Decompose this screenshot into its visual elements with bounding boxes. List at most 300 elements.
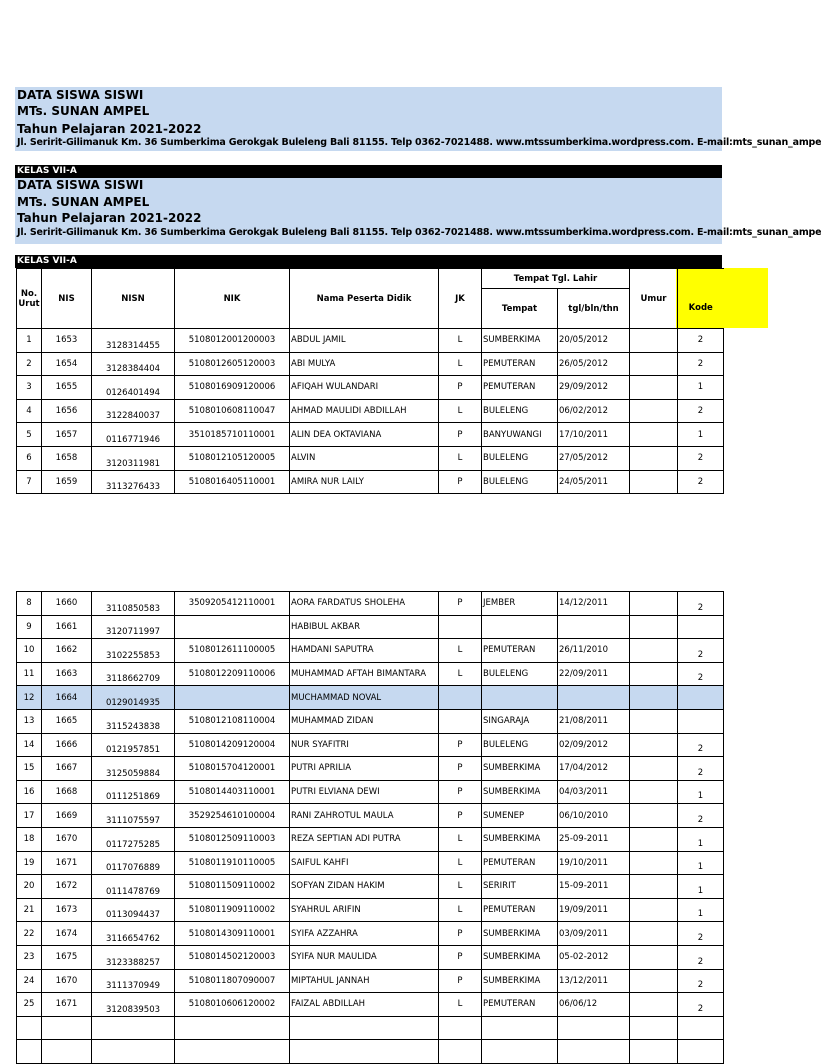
- cell-tempat: SINGARAJA: [482, 709, 558, 733]
- cell-nik: 5108014403110001: [175, 780, 290, 804]
- cell-nis: 1657: [42, 423, 92, 447]
- cell-nisn: 3110850583: [92, 592, 175, 616]
- cell-umur: [630, 804, 678, 828]
- cell-tempat: [482, 615, 558, 639]
- cell-nis: 1667: [42, 757, 92, 781]
- cell-umur: [630, 709, 678, 733]
- cell-no: 10: [17, 639, 42, 663]
- cell-nik: 5108010606120002: [175, 993, 290, 1017]
- cell-nama: PUTRI APRILIA: [290, 757, 439, 781]
- cell-nis: 1659: [42, 470, 92, 494]
- cell-nis: 1670: [42, 969, 92, 993]
- cell-tempat: SUMENEP: [482, 804, 558, 828]
- cell-no: 11: [17, 662, 42, 686]
- cell-tempat: SUMBERKIMA: [482, 922, 558, 946]
- col-kode: Kode: [678, 269, 724, 329]
- cell-nisn: 3120839503: [92, 993, 175, 1017]
- cell-nisn: 3128314455: [92, 329, 175, 353]
- cell-kode: 2: [678, 592, 724, 616]
- table-row: [17, 804, 724, 828]
- cell-kode: 2: [678, 446, 724, 470]
- cell-umur: [630, 376, 678, 400]
- cell-jk: P: [439, 780, 482, 804]
- cell-jk: P: [439, 592, 482, 616]
- cell-kode: [678, 1040, 724, 1064]
- cell-tgl: [558, 686, 630, 710]
- cell-nama: FAIZAL ABDILLAH: [290, 993, 439, 1017]
- cell-tempat: BULELENG: [482, 470, 558, 494]
- cell-kode: 2: [678, 757, 724, 781]
- cell-no: 23: [17, 945, 42, 969]
- cell-nis: 1656: [42, 399, 92, 423]
- col-nis: NIS: [42, 269, 92, 329]
- cell-nis: 1670: [42, 827, 92, 851]
- cell-tgl: 19/09/2011: [558, 898, 630, 922]
- cell-nik: 5108012605120003: [175, 352, 290, 376]
- cell-tempat: PEMUTERAN: [482, 376, 558, 400]
- cell-no: 15: [17, 757, 42, 781]
- cell-no: 12: [17, 686, 42, 710]
- cell-nik: 5108012105120005: [175, 446, 290, 470]
- cell-tgl: 05-02-2012: [558, 945, 630, 969]
- cell-nis: 1669: [42, 804, 92, 828]
- table-row: [17, 733, 724, 757]
- cell-nis: 1672: [42, 875, 92, 899]
- cell-jk: L: [439, 639, 482, 663]
- cell-tempat: SUMBERKIMA: [482, 945, 558, 969]
- cell-nik: 5108014209120004: [175, 733, 290, 757]
- cell-no: 20: [17, 875, 42, 899]
- col-tgl: tgl/bln/thn: [558, 289, 630, 329]
- cell-kode: 2: [678, 733, 724, 757]
- cell-umur: [630, 639, 678, 663]
- cell-tempat: SUMBERKIMA: [482, 780, 558, 804]
- col-nik: NIK: [175, 269, 290, 329]
- cell-tgl: 19/10/2011: [558, 851, 630, 875]
- cell-tgl: [558, 1016, 630, 1040]
- cell-nik: 5108012509110003: [175, 827, 290, 851]
- table-row: [17, 993, 724, 1017]
- cell-kode: 1: [678, 875, 724, 899]
- cell-nama: SOFYAN ZIDAN HAKIM: [290, 875, 439, 899]
- cell-nik: [175, 686, 290, 710]
- cell-tempat: PEMUTERAN: [482, 639, 558, 663]
- school-name: MTs. SUNAN AMPEL: [17, 104, 150, 118]
- cell-nama: SYIFA NUR MAULIDA: [290, 945, 439, 969]
- cell-jk: L: [439, 875, 482, 899]
- cell-nama: MUCHAMMAD NOVAL: [290, 686, 439, 710]
- col-jk: JK: [439, 269, 482, 329]
- cell-nisn: 0117275285: [92, 827, 175, 851]
- cell-kode: 2: [678, 352, 724, 376]
- table-row: [17, 1016, 724, 1040]
- table-row: [17, 757, 724, 781]
- cell-tgl: 17/10/2011: [558, 423, 630, 447]
- student-table-top: [16, 268, 724, 494]
- cell-no: 8: [17, 592, 42, 616]
- cell-tgl: 26/11/2010: [558, 639, 630, 663]
- cell-kode: 1: [678, 780, 724, 804]
- cell-jk: L: [439, 399, 482, 423]
- student-table-bottom: [16, 591, 724, 1064]
- cell-umur: [630, 662, 678, 686]
- cell-jk: [439, 709, 482, 733]
- cell-nisn: 0111478769: [92, 875, 175, 899]
- cell-nisn: 0111251869: [92, 780, 175, 804]
- cell-nama: AFIQAH WULANDARI: [290, 376, 439, 400]
- cell-umur: [630, 1016, 678, 1040]
- cell-nama: AMIRA NUR LAILY: [290, 470, 439, 494]
- cell-nik: 5108012611100005: [175, 639, 290, 663]
- table-row: [17, 875, 724, 899]
- cell-jk: L: [439, 993, 482, 1017]
- cell-nama: SAIFUL KAHFI: [290, 851, 439, 875]
- cell-nisn: 0121957851: [92, 733, 175, 757]
- cell-jk: L: [439, 352, 482, 376]
- cell-tempat: BULELENG: [482, 662, 558, 686]
- table-row: [17, 662, 724, 686]
- cell-nis: 1671: [42, 993, 92, 1017]
- cell-kode: [678, 1016, 724, 1040]
- school-address: Jl. Seririt-Gilimanuk Km. 36 Sumberkima Gerokgak Buleleng Bali 81155. Telp 0362-7021488. www.mtssumberkima.wordpress.com. E-mail:mts_sunan_ampe: [17, 137, 821, 148]
- cell-no: 13: [17, 709, 42, 733]
- cell-no: 17: [17, 804, 42, 828]
- table-row: [17, 352, 724, 376]
- cell-kode: 2: [678, 922, 724, 946]
- cell-nik: 5108011807090007: [175, 969, 290, 993]
- class-label-bar: KELAS VII-A: [15, 165, 722, 178]
- cell-no: 14: [17, 733, 42, 757]
- cell-nama: [290, 1016, 439, 1040]
- col-tempat: Tempat: [482, 289, 558, 329]
- cell-umur: [630, 875, 678, 899]
- table-row: [17, 922, 724, 946]
- cell-umur: [630, 780, 678, 804]
- cell-tgl: 15-09-2011: [558, 875, 630, 899]
- cell-tgl: 17/04/2012: [558, 757, 630, 781]
- cell-no: 22: [17, 922, 42, 946]
- cell-tempat: SERIRIT: [482, 875, 558, 899]
- cell-umur: [630, 423, 678, 447]
- cell-jk: L: [439, 446, 482, 470]
- cell-kode: [678, 686, 724, 710]
- cell-no: 16: [17, 780, 42, 804]
- cell-jk: [439, 686, 482, 710]
- cell-jk: [439, 1016, 482, 1040]
- table-row: [17, 399, 724, 423]
- cell-umur: [630, 329, 678, 353]
- cell-nis: 1661: [42, 615, 92, 639]
- cell-tgl: 02/09/2012: [558, 733, 630, 757]
- cell-tempat: JEMBER: [482, 592, 558, 616]
- cell-tgl: [558, 615, 630, 639]
- cell-nisn: [92, 1016, 175, 1040]
- col-umur: Umur: [630, 269, 678, 329]
- school-year: Tahun Pelajaran 2021-2022: [17, 211, 202, 225]
- cell-tgl: 06/10/2010: [558, 804, 630, 828]
- table-row: [17, 780, 724, 804]
- cell-jk: P: [439, 423, 482, 447]
- header-block-2: [15, 178, 821, 244]
- cell-nis: 1675: [42, 945, 92, 969]
- cell-jk: L: [439, 898, 482, 922]
- sheet-title: DATA SISWA SISWI: [17, 88, 144, 102]
- cell-no: [17, 1016, 42, 1040]
- cell-nisn: 3128384404: [92, 352, 175, 376]
- cell-nisn: 3125059884: [92, 757, 175, 781]
- cell-nama: AORA FARDATUS SHOLEHA: [290, 592, 439, 616]
- cell-no: 5: [17, 423, 42, 447]
- cell-tgl: 27/05/2012: [558, 446, 630, 470]
- cell-tgl: 14/12/2011: [558, 592, 630, 616]
- cell-tgl: 03/09/2011: [558, 922, 630, 946]
- school-year: Tahun Pelajaran 2021-2022: [17, 122, 202, 136]
- cell-nisn: 0129014935: [92, 686, 175, 710]
- cell-no: 19: [17, 851, 42, 875]
- cell-nisn: 3120311981: [92, 446, 175, 470]
- cell-nis: [42, 1040, 92, 1064]
- cell-jk: L: [439, 329, 482, 353]
- table-row: [17, 686, 724, 710]
- cell-kode: [678, 709, 724, 733]
- cell-jk: P: [439, 969, 482, 993]
- cell-tempat: SUMBERKIMA: [482, 827, 558, 851]
- cell-tgl: 06/02/2012: [558, 399, 630, 423]
- cell-nama: RANI ZAHROTUL MAULA: [290, 804, 439, 828]
- cell-nama: REZA SEPTIAN ADI PUTRA: [290, 827, 439, 851]
- cell-nis: 1668: [42, 780, 92, 804]
- table-row: [17, 945, 724, 969]
- class-label-bar: KELAS VII-A: [15, 255, 722, 268]
- cell-nis: 1658: [42, 446, 92, 470]
- table-row: [17, 423, 724, 447]
- cell-umur: [630, 592, 678, 616]
- table-row: [17, 1040, 724, 1064]
- cell-nis: 1674: [42, 922, 92, 946]
- cell-nik: 5108015704120001: [175, 757, 290, 781]
- table-row: [17, 446, 724, 470]
- cell-nisn: 3111370949: [92, 969, 175, 993]
- cell-tempat: BULELENG: [482, 733, 558, 757]
- cell-nisn: 3122840037: [92, 399, 175, 423]
- cell-kode: 1: [678, 376, 724, 400]
- cell-nik: 5108011909110002: [175, 898, 290, 922]
- cell-nama: ALIN DEA OKTAVIANA: [290, 423, 439, 447]
- cell-tempat: [482, 1016, 558, 1040]
- cell-umur: [630, 827, 678, 851]
- cell-nik: 3510185710110001: [175, 423, 290, 447]
- cell-jk: L: [439, 851, 482, 875]
- cell-nisn: [92, 1040, 175, 1064]
- cell-jk: P: [439, 945, 482, 969]
- cell-tgl: 21/08/2011: [558, 709, 630, 733]
- cell-jk: [439, 1040, 482, 1064]
- school-name: MTs. SUNAN AMPEL: [17, 195, 150, 209]
- cell-nis: 1673: [42, 898, 92, 922]
- cell-no: 1: [17, 329, 42, 353]
- cell-nama: ABI MULYA: [290, 352, 439, 376]
- cell-nis: [42, 1016, 92, 1040]
- cell-umur: [630, 352, 678, 376]
- cell-tgl: 26/05/2012: [558, 352, 630, 376]
- table-row: [17, 851, 724, 875]
- cell-no: 6: [17, 446, 42, 470]
- cell-nis: 1662: [42, 639, 92, 663]
- cell-tempat: [482, 686, 558, 710]
- cell-nik: 5108016909120006: [175, 376, 290, 400]
- cell-nis: 1660: [42, 592, 92, 616]
- cell-umur: [630, 733, 678, 757]
- cell-jk: L: [439, 827, 482, 851]
- cell-nik: 5108012209110006: [175, 662, 290, 686]
- table-row: [17, 329, 724, 353]
- cell-nis: 1664: [42, 686, 92, 710]
- cell-kode: 2: [678, 399, 724, 423]
- cell-nis: 1671: [42, 851, 92, 875]
- cell-kode: [678, 615, 724, 639]
- cell-kode: 2: [678, 969, 724, 993]
- cell-kode: 1: [678, 898, 724, 922]
- table-row: [17, 470, 724, 494]
- cell-no: 3: [17, 376, 42, 400]
- cell-tempat: PEMUTERAN: [482, 352, 558, 376]
- cell-tgl: 06/06/12: [558, 993, 630, 1017]
- cell-umur: [630, 945, 678, 969]
- cell-nik: 5108016405110001: [175, 470, 290, 494]
- cell-kode: 2: [678, 329, 724, 353]
- cell-nisn: 0116771946: [92, 423, 175, 447]
- cell-nisn: 3118662709: [92, 662, 175, 686]
- cell-kode: 2: [678, 662, 724, 686]
- cell-kode: 2: [678, 804, 724, 828]
- cell-nama: HAMDANI SAPUTRA: [290, 639, 439, 663]
- cell-nisn: 3123388257: [92, 945, 175, 969]
- cell-nik: 5108014502120003: [175, 945, 290, 969]
- cell-nisn: 3102255853: [92, 639, 175, 663]
- cell-nisn: 3120711997: [92, 615, 175, 639]
- cell-nisn: 3116654762: [92, 922, 175, 946]
- cell-nama: SYIFA AZZAHRA: [290, 922, 439, 946]
- table-row: [17, 639, 724, 663]
- cell-tempat: PEMUTERAN: [482, 898, 558, 922]
- cell-nik: 5108014309110001: [175, 922, 290, 946]
- cell-tempat: SUMBERKIMA: [482, 969, 558, 993]
- cell-nik: 3509205412110001: [175, 592, 290, 616]
- cell-tempat: BULELENG: [482, 446, 558, 470]
- cell-nis: 1654: [42, 352, 92, 376]
- cell-tempat: [482, 1040, 558, 1064]
- cell-umur: [630, 446, 678, 470]
- cell-tgl: 29/09/2012: [558, 376, 630, 400]
- cell-nik: [175, 1016, 290, 1040]
- cell-nama: MUHAMMAD AFTAH BIMANTARA: [290, 662, 439, 686]
- cell-tgl: 22/09/2011: [558, 662, 630, 686]
- cell-umur: [630, 969, 678, 993]
- table-row: [17, 376, 724, 400]
- cell-kode: 2: [678, 945, 724, 969]
- cell-nik: 5108012108110004: [175, 709, 290, 733]
- cell-umur: [630, 615, 678, 639]
- cell-umur: [630, 399, 678, 423]
- cell-nisn: 0117076889: [92, 851, 175, 875]
- cell-nisn: 3115243838: [92, 709, 175, 733]
- cell-nik: [175, 615, 290, 639]
- cell-nik: [175, 1040, 290, 1064]
- cell-umur: [630, 757, 678, 781]
- cell-tgl: 20/05/2012: [558, 329, 630, 353]
- cell-tempat: SUMBERKIMA: [482, 757, 558, 781]
- cell-umur: [630, 686, 678, 710]
- cell-nama: MUHAMMAD ZIDAN: [290, 709, 439, 733]
- table-row: [17, 898, 724, 922]
- table-row: [17, 709, 724, 733]
- cell-nisn: 3111075597: [92, 804, 175, 828]
- cell-umur: [630, 470, 678, 494]
- cell-nis: 1665: [42, 709, 92, 733]
- cell-nis: 1663: [42, 662, 92, 686]
- cell-jk: P: [439, 376, 482, 400]
- cell-kode: 1: [678, 827, 724, 851]
- cell-jk: L: [439, 662, 482, 686]
- cell-jk: P: [439, 470, 482, 494]
- cell-jk: P: [439, 922, 482, 946]
- cell-tgl: 04/03/2011: [558, 780, 630, 804]
- cell-nisn: 0126401494: [92, 376, 175, 400]
- cell-no: 4: [17, 399, 42, 423]
- cell-nik: 5108011910110005: [175, 851, 290, 875]
- cell-nisn: 3113276433: [92, 470, 175, 494]
- table-row: [17, 615, 724, 639]
- cell-nama: NUR SYAFITRI: [290, 733, 439, 757]
- cell-nama: HABIBUL AKBAR: [290, 615, 439, 639]
- cell-nama: [290, 1040, 439, 1064]
- cell-umur: [630, 922, 678, 946]
- cell-jk: P: [439, 757, 482, 781]
- cell-nis: 1666: [42, 733, 92, 757]
- col-nisn: NISN: [92, 269, 175, 329]
- header-block-1: [15, 87, 821, 151]
- cell-umur: [630, 1040, 678, 1064]
- cell-nama: ALVIN: [290, 446, 439, 470]
- cell-umur: [630, 898, 678, 922]
- cell-nisn: 0113094437: [92, 898, 175, 922]
- cell-nik: 5108012001200003: [175, 329, 290, 353]
- cell-nik: 5108011509110002: [175, 875, 290, 899]
- col-no-urut: No. Urut: [17, 269, 42, 329]
- cell-kode: 2: [678, 639, 724, 663]
- cell-tempat: BULELENG: [482, 399, 558, 423]
- cell-nama: PUTRI ELVIANA DEWI: [290, 780, 439, 804]
- cell-kode: 2: [678, 993, 724, 1017]
- cell-nis: 1653: [42, 329, 92, 353]
- cell-no: 2: [17, 352, 42, 376]
- table-row: [17, 592, 724, 616]
- cell-nis: 1655: [42, 376, 92, 400]
- cell-umur: [630, 993, 678, 1017]
- cell-no: 9: [17, 615, 42, 639]
- cell-kode: 2: [678, 470, 724, 494]
- cell-tempat: PEMUTERAN: [482, 993, 558, 1017]
- cell-nama: AHMAD MAULIDI ABDILLAH: [290, 399, 439, 423]
- cell-tgl: 25-09-2011: [558, 827, 630, 851]
- cell-no: 18: [17, 827, 42, 851]
- cell-nik: 3529254610100004: [175, 804, 290, 828]
- cell-tgl: 13/12/2011: [558, 969, 630, 993]
- cell-tempat: BANYUWANGI: [482, 423, 558, 447]
- cell-kode: 1: [678, 423, 724, 447]
- cell-no: 25: [17, 993, 42, 1017]
- cell-umur: [630, 851, 678, 875]
